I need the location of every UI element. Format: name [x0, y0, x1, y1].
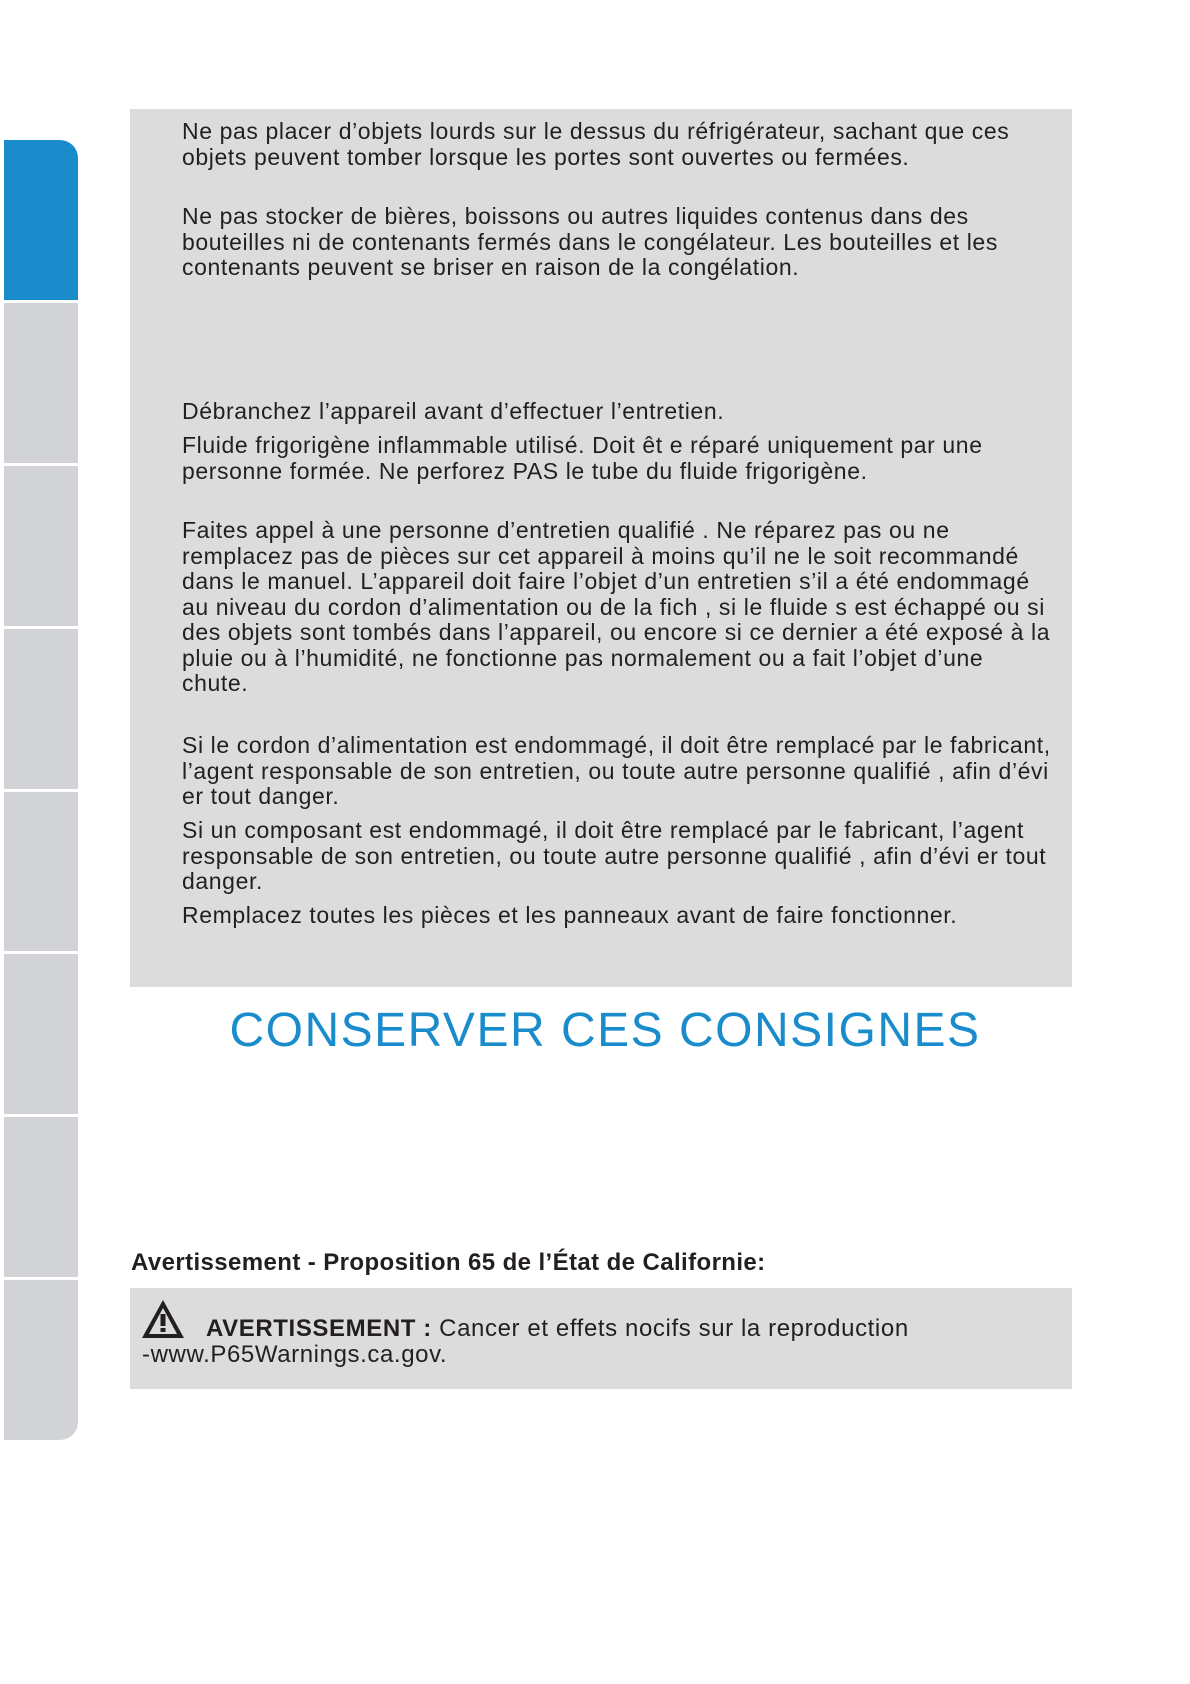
section-tab-2[interactable]	[4, 303, 78, 466]
safety-paragraph-power-cord: Si le cordon d’alimentation est endommagé, il doit être remplacé par le fabricant, l’agent responsable de son entretien, ou toute autre personne qualifié , afin d’évi er tout danger.	[182, 732, 1051, 809]
section-tab-3[interactable]	[4, 466, 78, 629]
proposition-65-title: Avertissement - Proposition 65 de l’État de Californie:	[131, 1249, 766, 1276]
section-tab-7[interactable]	[4, 1117, 78, 1280]
safety-paragraph-refrigerant: Fluide frigorigène inflammable utilisé. Doit êt e réparé uniquement par une personne formée. Ne perforez PAS le tube du fluide frigorigène.	[182, 432, 983, 484]
safety-paragraph-heavy-objects: Ne pas placer d’objets lourds sur le dessus du réfrigérateur, sachant que ces objets peuvent tomber lorsque les portes sont ouvertes ou fermées.	[182, 118, 1010, 170]
section-tab-8[interactable]	[4, 1280, 78, 1440]
warning-line	[206, 1315, 909, 1343]
safety-instructions-box	[130, 109, 1072, 987]
safety-paragraph-component: Si un composant est endommagé, il doit être remplacé par le fabricant, l’agent responsable de son entretien, ou toute autre personne qualifié , afin d’évi er tout danger.	[182, 817, 1047, 894]
section-tab-safety[interactable]	[4, 140, 78, 303]
warning-label: AVERTISSEMENT :	[206, 1315, 432, 1342]
safety-paragraph-qualified-service: Faites appel à une personne d’entretien qualifié . Ne réparez pas ou ne remplacez pas de pièces sur cet appareil à moins qu’il ne le soit recommandé dans le manuel. L’appareil doit faire l’objet d’un entretien s’il a été endommagé au niveau du cordon d’alimentation ou de la fich , si le fluide s est échappé ou si des objets sont tombés dans l’appareil, ou encore si ce dernier a été exposé à la pluie ou à l’humidité, ne fonctionne pas normalement ou a fait l’objet d’une chute.	[182, 517, 1051, 696]
section-tab-5[interactable]	[4, 792, 78, 955]
safety-paragraph-bottles: Ne pas stocker de bières, boissons ou autres liquides contenus dans des bouteilles ni de contenants fermés dans le congélateur. Les bouteilles et les contenants peuvent se briser en raison de la congélation.	[182, 203, 998, 280]
safety-paragraph-replace-panels: Remplacez toutes les pièces et les panneaux avant de faire fonctionner.	[182, 902, 958, 928]
section-tab-strip	[4, 140, 78, 1440]
section-tab-4[interactable]	[4, 629, 78, 792]
proposition-65-warning-box	[130, 1288, 1072, 1389]
warning-url: -www.P65Warnings.ca.gov.	[142, 1341, 448, 1368]
warning-triangle-icon	[140, 1298, 186, 1340]
safety-paragraph-unplug: Débranchez l’appareil avant d’effectuer l’entretien.	[182, 398, 725, 424]
save-instructions-heading: CONSERVER CES CONSIGNES	[229, 1004, 981, 1057]
warning-text: Cancer et effets nocifs sur la reproduction	[431, 1315, 909, 1342]
